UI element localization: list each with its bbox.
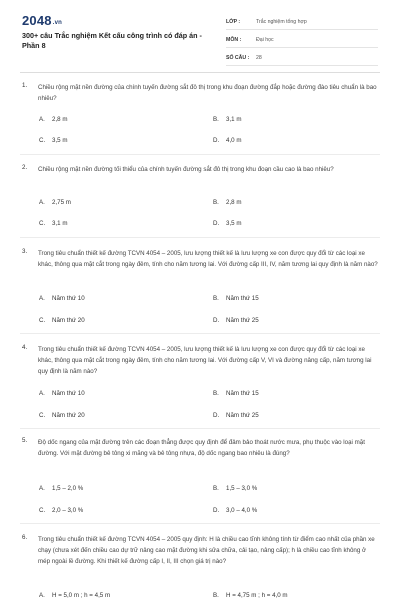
option-b[interactable] bbox=[213, 295, 259, 302]
meta-key: LỚP : bbox=[226, 18, 241, 25]
option-letter: D. bbox=[213, 412, 220, 419]
option-d[interactable] bbox=[213, 220, 241, 227]
option-text: Năm thứ 20 bbox=[52, 317, 85, 324]
meta-value: 28 bbox=[256, 54, 262, 61]
question-number: 6. bbox=[22, 534, 28, 541]
document-title: 300+ câu Trắc nghiệm Kết cấu công trình có đáp án - Phần 8 bbox=[22, 31, 202, 50]
option-letter: C. bbox=[39, 412, 46, 419]
site-logo[interactable] bbox=[22, 13, 62, 28]
logo-main: 2048 bbox=[22, 13, 52, 28]
option-c[interactable] bbox=[39, 317, 85, 324]
meta-row-class bbox=[226, 14, 378, 30]
option-b[interactable] bbox=[213, 390, 259, 397]
option-b[interactable] bbox=[213, 116, 241, 123]
option-c[interactable] bbox=[39, 412, 85, 419]
meta-key: MÔN : bbox=[226, 36, 242, 43]
option-text: Năm thứ 15 bbox=[226, 295, 259, 302]
option-letter: A. bbox=[39, 116, 45, 123]
option-b[interactable] bbox=[213, 485, 257, 492]
option-b[interactable] bbox=[213, 592, 288, 599]
option-b[interactable] bbox=[213, 199, 241, 206]
option-d[interactable] bbox=[213, 137, 241, 144]
option-letter: D. bbox=[213, 507, 220, 514]
option-letter: A. bbox=[39, 592, 45, 599]
option-text: Năm thứ 15 bbox=[226, 390, 259, 397]
meta-row-count bbox=[226, 50, 378, 66]
option-letter: B. bbox=[213, 592, 219, 599]
option-letter: A. bbox=[39, 295, 45, 302]
option-letter: D. bbox=[213, 137, 220, 144]
option-letter: A. bbox=[39, 390, 45, 397]
option-letter: D. bbox=[213, 220, 220, 227]
option-d[interactable] bbox=[213, 317, 259, 324]
option-letter: B. bbox=[213, 390, 219, 397]
question-text: Chiều rộng mặt nền đường của chính tuyến đường sắt đô thị trong khu đoạn đường đắp hoặc đường đào tiêu chuẩn là bao nhiêu? bbox=[38, 84, 377, 102]
option-c[interactable] bbox=[39, 137, 67, 144]
option-text: 1,5 – 3,0 % bbox=[226, 485, 258, 492]
question-number: 1. bbox=[22, 82, 28, 89]
option-text: 3,0 – 4,0 % bbox=[226, 507, 258, 514]
option-text: 3,5 m bbox=[52, 137, 68, 144]
option-text: Năm thứ 25 bbox=[226, 317, 259, 324]
option-a[interactable] bbox=[39, 295, 85, 302]
question-divider bbox=[20, 237, 380, 238]
option-letter: C. bbox=[39, 507, 46, 514]
question-divider bbox=[20, 333, 380, 334]
option-letter: B. bbox=[213, 116, 219, 123]
question-divider bbox=[20, 523, 380, 524]
option-text: Năm thứ 10 bbox=[52, 390, 85, 397]
option-text: 3,1 m bbox=[226, 116, 242, 123]
question-number: 3. bbox=[22, 248, 28, 255]
option-a[interactable] bbox=[39, 116, 67, 123]
option-c[interactable] bbox=[39, 507, 83, 514]
option-letter: A. bbox=[39, 199, 45, 206]
option-d[interactable] bbox=[213, 507, 257, 514]
option-a[interactable] bbox=[39, 199, 71, 206]
option-text: Năm thứ 20 bbox=[52, 412, 85, 419]
question-text: Trong tiêu chuẩn thiết kế đường TCVN 4054 – 2005, lưu lượng thiết kế là lưu lượng xe con được quy đổi từ các loại xe khác, thông qua mặt cắt trong ngày đêm, tính cho năm tương lai. Với đường cấp III, IV, năm tương lai quy định là năm nào? bbox=[38, 250, 378, 268]
question-text: Chiều rộng mặt nền đường tối thiểu của chính tuyến đường sắt đô thị trong khu đoạn cầu cao là bao nhiêu? bbox=[38, 166, 334, 173]
meta-table bbox=[226, 14, 378, 68]
option-letter: C. bbox=[39, 317, 46, 324]
option-text: 3,5 m bbox=[226, 220, 242, 227]
meta-value: Đại học bbox=[256, 36, 274, 43]
option-text: 3,1 m bbox=[52, 220, 68, 227]
option-letter: B. bbox=[213, 485, 219, 492]
question-text: Trong tiêu chuẩn thiết kế đường TCVN 4054 – 2005, lưu lượng thiết kế là lưu lượng xe con được quy đổi từ các loại xe khác, thông qua mặt cắt trong ngày đêm, tính cho năm tương lai. Với đường cấp V, VI và đường nâng cấp, năm tương lai quy định là năm nào? bbox=[38, 346, 372, 375]
option-letter: A. bbox=[39, 485, 45, 492]
question-text: Trong tiêu chuẩn thiết kế đường TCVN 4054 – 2005 quy định: H là chiều cao tĩnh không tính từ điểm cao nhất của phần xe chạy (chưa xét đến chiều cao dự trữ nâng cao mặt đường khi sửa chữa, cải tạo, nâng cấp); h là chiều cao tĩnh không ở mép ngoài lề đường. Khi thiết kế đường cấp I, II, III chọn giá trị nào? bbox=[38, 536, 375, 565]
header-divider bbox=[20, 72, 380, 73]
option-a[interactable] bbox=[39, 485, 83, 492]
option-text: Năm thứ 25 bbox=[226, 412, 259, 419]
question-number: 4. bbox=[22, 344, 28, 351]
option-letter: B. bbox=[213, 199, 219, 206]
question-number: 5. bbox=[22, 437, 28, 444]
option-letter: C. bbox=[39, 220, 46, 227]
question-divider bbox=[20, 154, 380, 155]
option-d[interactable] bbox=[213, 412, 259, 419]
question-divider bbox=[20, 428, 380, 429]
option-text: H = 5,0 m ; h = 4,5 m bbox=[52, 592, 111, 599]
option-letter: D. bbox=[213, 317, 220, 324]
document-header bbox=[0, 0, 400, 70]
option-c[interactable] bbox=[39, 220, 67, 227]
meta-row-subject bbox=[226, 32, 378, 48]
option-text: H = 4,75 m ; h = 4,0 m bbox=[226, 592, 288, 599]
option-letter: B. bbox=[213, 295, 219, 302]
logo-sub: .vn bbox=[52, 20, 63, 26]
option-text: 2,0 – 3,0 % bbox=[52, 507, 84, 514]
option-a[interactable] bbox=[39, 592, 110, 599]
meta-value: Trắc nghiệm tổng hợp bbox=[256, 18, 307, 25]
question-text: Độ dốc ngang của mặt đường trên các đoạn thẳng được quy định để đảm bảo thoát nước mưa, phụ thuộc vào loại mặt đường. Với mặt đường bê tông xi măng và bê tông nhựa, độ dốc ngang bao nhiêu là đúng? bbox=[38, 439, 365, 457]
option-text: 2,75 m bbox=[52, 199, 71, 206]
option-text: 4,0 m bbox=[226, 137, 242, 144]
question-number: 2. bbox=[22, 164, 28, 171]
meta-key: SỐ CÂU : bbox=[226, 54, 250, 61]
option-text: Năm thứ 10 bbox=[52, 295, 85, 302]
option-text: 2,8 m bbox=[52, 116, 68, 123]
option-text: 1,5 – 2,0 % bbox=[52, 485, 84, 492]
option-text: 2,8 m bbox=[226, 199, 242, 206]
option-letter: C. bbox=[39, 137, 46, 144]
option-a[interactable] bbox=[39, 390, 85, 397]
